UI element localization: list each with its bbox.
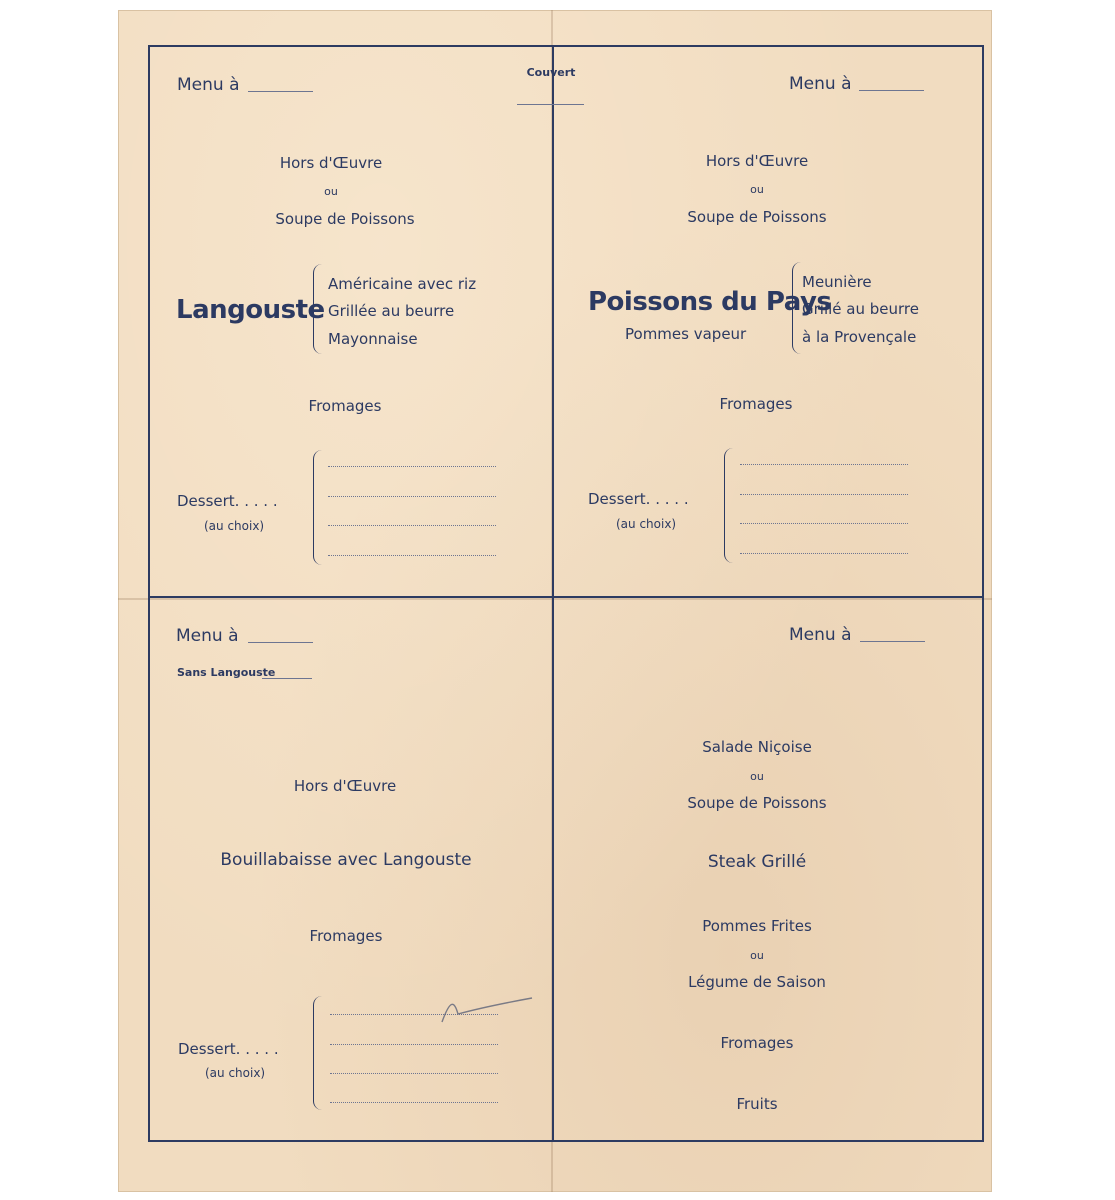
soupe-top-left: Soupe de Poissons [275, 210, 415, 228]
menu-label-top-right: Menu à [789, 74, 852, 94]
ou-top-left: ou [324, 185, 338, 198]
langouste-option-1: Américaine avec riz [328, 275, 477, 293]
steak-grille: Steak Grillé [707, 852, 807, 872]
poissons-du-pays-title: Poissons du Pays [588, 287, 832, 317]
dessert-line-3-top-left [328, 525, 496, 526]
au-choix-bottom-left: (au choix) [205, 1066, 266, 1080]
fromages-top-left: Fromages [308, 397, 382, 415]
couvert-label: Couvert [526, 66, 576, 79]
dessert-label-top-right: Dessert. . . . . [588, 490, 689, 508]
pommes-frites: Pommes Frites [702, 917, 812, 935]
menu-label-bottom-left: Menu à [176, 626, 239, 646]
langouste-brace [313, 264, 322, 354]
dessert-label-bottom-left: Dessert. . . . . [178, 1040, 279, 1058]
dessert-line-1-top-right [740, 464, 908, 465]
langouste-option-2: Grillée au beurre [328, 302, 455, 320]
menu-name-line-top-left [248, 91, 313, 92]
menu-label-top-left: Menu à [177, 75, 240, 95]
dessert-line-4-top-left [328, 555, 496, 556]
dessert-brace-top-right [724, 448, 733, 563]
dessert-line-2-top-right [740, 494, 908, 495]
menu-name-line-bottom-right [860, 641, 925, 642]
fromages-bottom-left: Fromages [309, 927, 383, 945]
pommes-vapeur: Pommes vapeur [625, 325, 747, 343]
poissons-option-1: Meunière [802, 273, 872, 291]
dessert-label-top-left: Dessert. . . . . [177, 492, 278, 510]
hors-doeuvre-top-left: Hors d'Œuvre [279, 154, 383, 172]
dessert-line-2-bottom-left [330, 1044, 498, 1045]
fromages-top-right: Fromages [719, 395, 793, 413]
au-choix-top-left: (au choix) [204, 519, 265, 533]
poissons-option-3: à la Provençale [802, 328, 917, 346]
soupe-bottom-right: Soupe de Poissons [687, 794, 827, 812]
fromages-bottom-right: Fromages [720, 1034, 794, 1052]
bouillabaisse-dish: Bouillabaisse avec Langouste [220, 850, 472, 870]
dessert-line-4-bottom-left [330, 1102, 498, 1103]
langouste-option-3: Mayonnaise [328, 330, 418, 348]
soupe-top-right: Soupe de Poissons [687, 208, 827, 226]
sans-langouste-line [262, 678, 312, 679]
ou-top-right: ou [750, 183, 764, 196]
couvert-line [517, 104, 584, 105]
legume-de-saison: Légume de Saison [688, 973, 826, 991]
poissons-option-2: Grillé au beurre [802, 300, 919, 318]
dessert-line-4-top-right [740, 553, 908, 554]
menu-label-bottom-right: Menu à [789, 625, 852, 645]
ou-bottom-right-2: ou [750, 949, 764, 962]
dessert-line-3-bottom-left [330, 1073, 498, 1074]
sans-langouste-label: Sans Langouste [177, 666, 276, 679]
dessert-line-2-top-left [328, 496, 496, 497]
hors-doeuvre-bottom-left: Hors d'Œuvre [293, 777, 397, 795]
pencil-mark [440, 994, 535, 1026]
hors-doeuvre-top-right: Hors d'Œuvre [705, 152, 809, 170]
menu-name-line-bottom-left [248, 642, 313, 643]
fruits: Fruits [736, 1095, 778, 1113]
dessert-line-1-top-left [328, 466, 496, 467]
ou-bottom-right-1: ou [750, 770, 764, 783]
salade-nicoise: Salade Niçoise [702, 738, 812, 756]
menu-vertical-divider [552, 45, 554, 1142]
menu-horizontal-divider [148, 596, 984, 598]
menu-outer-frame [148, 45, 984, 1142]
langouste-title: Langouste [176, 295, 325, 325]
poissons-brace [792, 262, 801, 354]
dessert-brace-bottom-left [313, 996, 322, 1110]
menu-name-line-top-right [859, 90, 924, 91]
dessert-line-3-top-right [740, 523, 908, 524]
dessert-brace-top-left [313, 450, 322, 565]
au-choix-top-right: (au choix) [616, 517, 677, 531]
